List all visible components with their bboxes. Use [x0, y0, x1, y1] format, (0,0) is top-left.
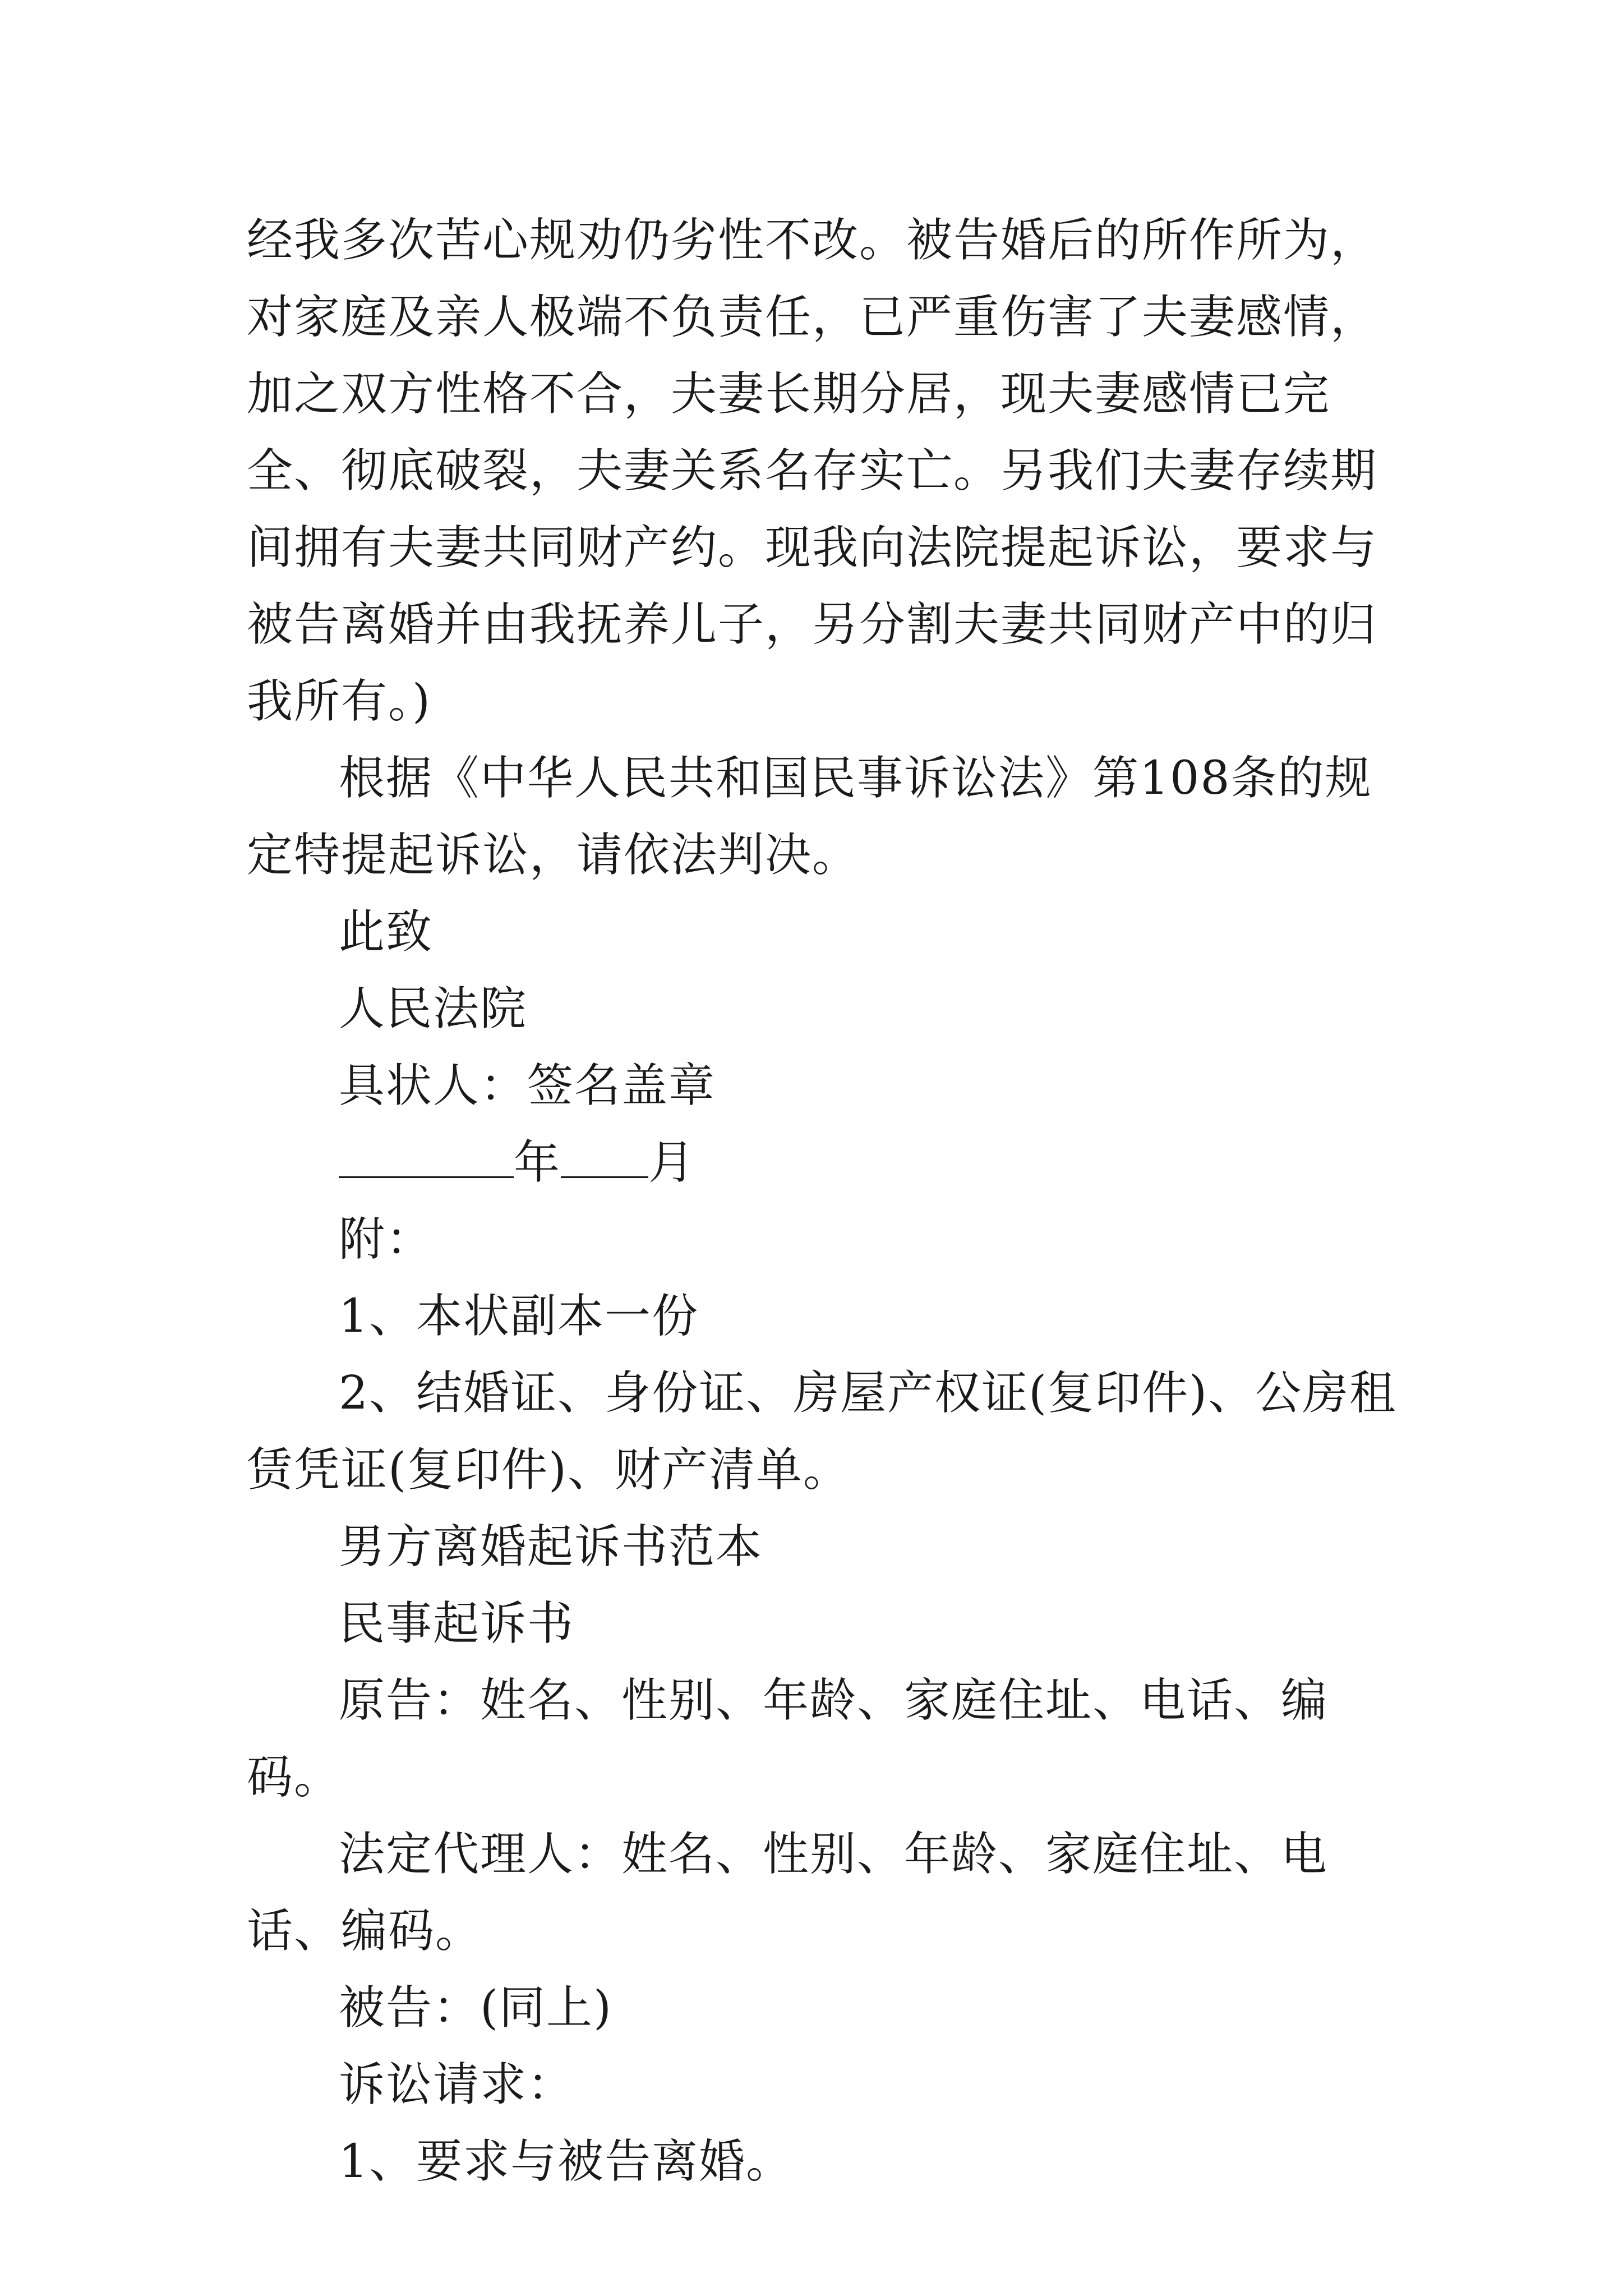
- paragraph-attachment-heading: 附：: [339, 1213, 434, 1266]
- paragraph-facts-continued: 经我多次苦心规劝仍劣性不改。被告婚后的所作所为，对家庭及亲人极端不负责任，已严重伤害了夫妻感情，加之双方性格不合，夫妻长期分居，现夫妻感情已完全、彻底破裂，夫妻关系名存实亡。另我们夫妻存续期间拥有夫妻共同财产约。现我向法院提起诉讼，要求与被告离婚并由我抚养儿子，另分割夫妻共同财产中的归我所有。): [247, 214, 1378, 728]
- date-month-blank: [561, 1137, 648, 1178]
- paragraph-document-title: 民事起诉书: [339, 1597, 575, 1650]
- document-body: [247, 202, 1402, 2200]
- paragraph-claim-1: 1、要求与被告离婚。: [339, 2135, 794, 2188]
- paragraph-attachment-1: 1、本状副本一份: [339, 1290, 699, 1343]
- paragraph-signature: 具状人：签名盖章: [339, 1059, 716, 1112]
- paragraph-claims-heading: 诉讼请求：: [339, 2058, 575, 2111]
- paragraph-plaintiff: 原告：姓名、性别、年龄、家庭住址、电话、编码。: [247, 1674, 1329, 1804]
- date-year-blank: [339, 1137, 514, 1178]
- paragraph-legal-representative: 法定代理人：姓名、性别、年龄、家庭住址、电话、编码。: [247, 1828, 1329, 1958]
- paragraph-template-title: 男方离婚起诉书范本: [339, 1520, 763, 1573]
- paragraph-date: [247, 1124, 1402, 1201]
- paragraph-salutation: 此致: [339, 905, 434, 959]
- paragraph-defendant: 被告：(同上): [339, 1981, 612, 2035]
- paragraph-legal-basis: 根据《中华人民共和国民事诉讼法》第108条的规定特提起诉讼，请依法判决。: [247, 752, 1372, 882]
- paragraph-court: 人民法院: [339, 982, 528, 1036]
- paragraph-attachment-2: 2、结婚证、身份证、房屋产权证(复印件)、公房租赁凭证(复印件)、财产清单。: [247, 1366, 1397, 1497]
- date-year-label: 年: [514, 1136, 561, 1189]
- date-month-label: 月: [648, 1136, 696, 1189]
